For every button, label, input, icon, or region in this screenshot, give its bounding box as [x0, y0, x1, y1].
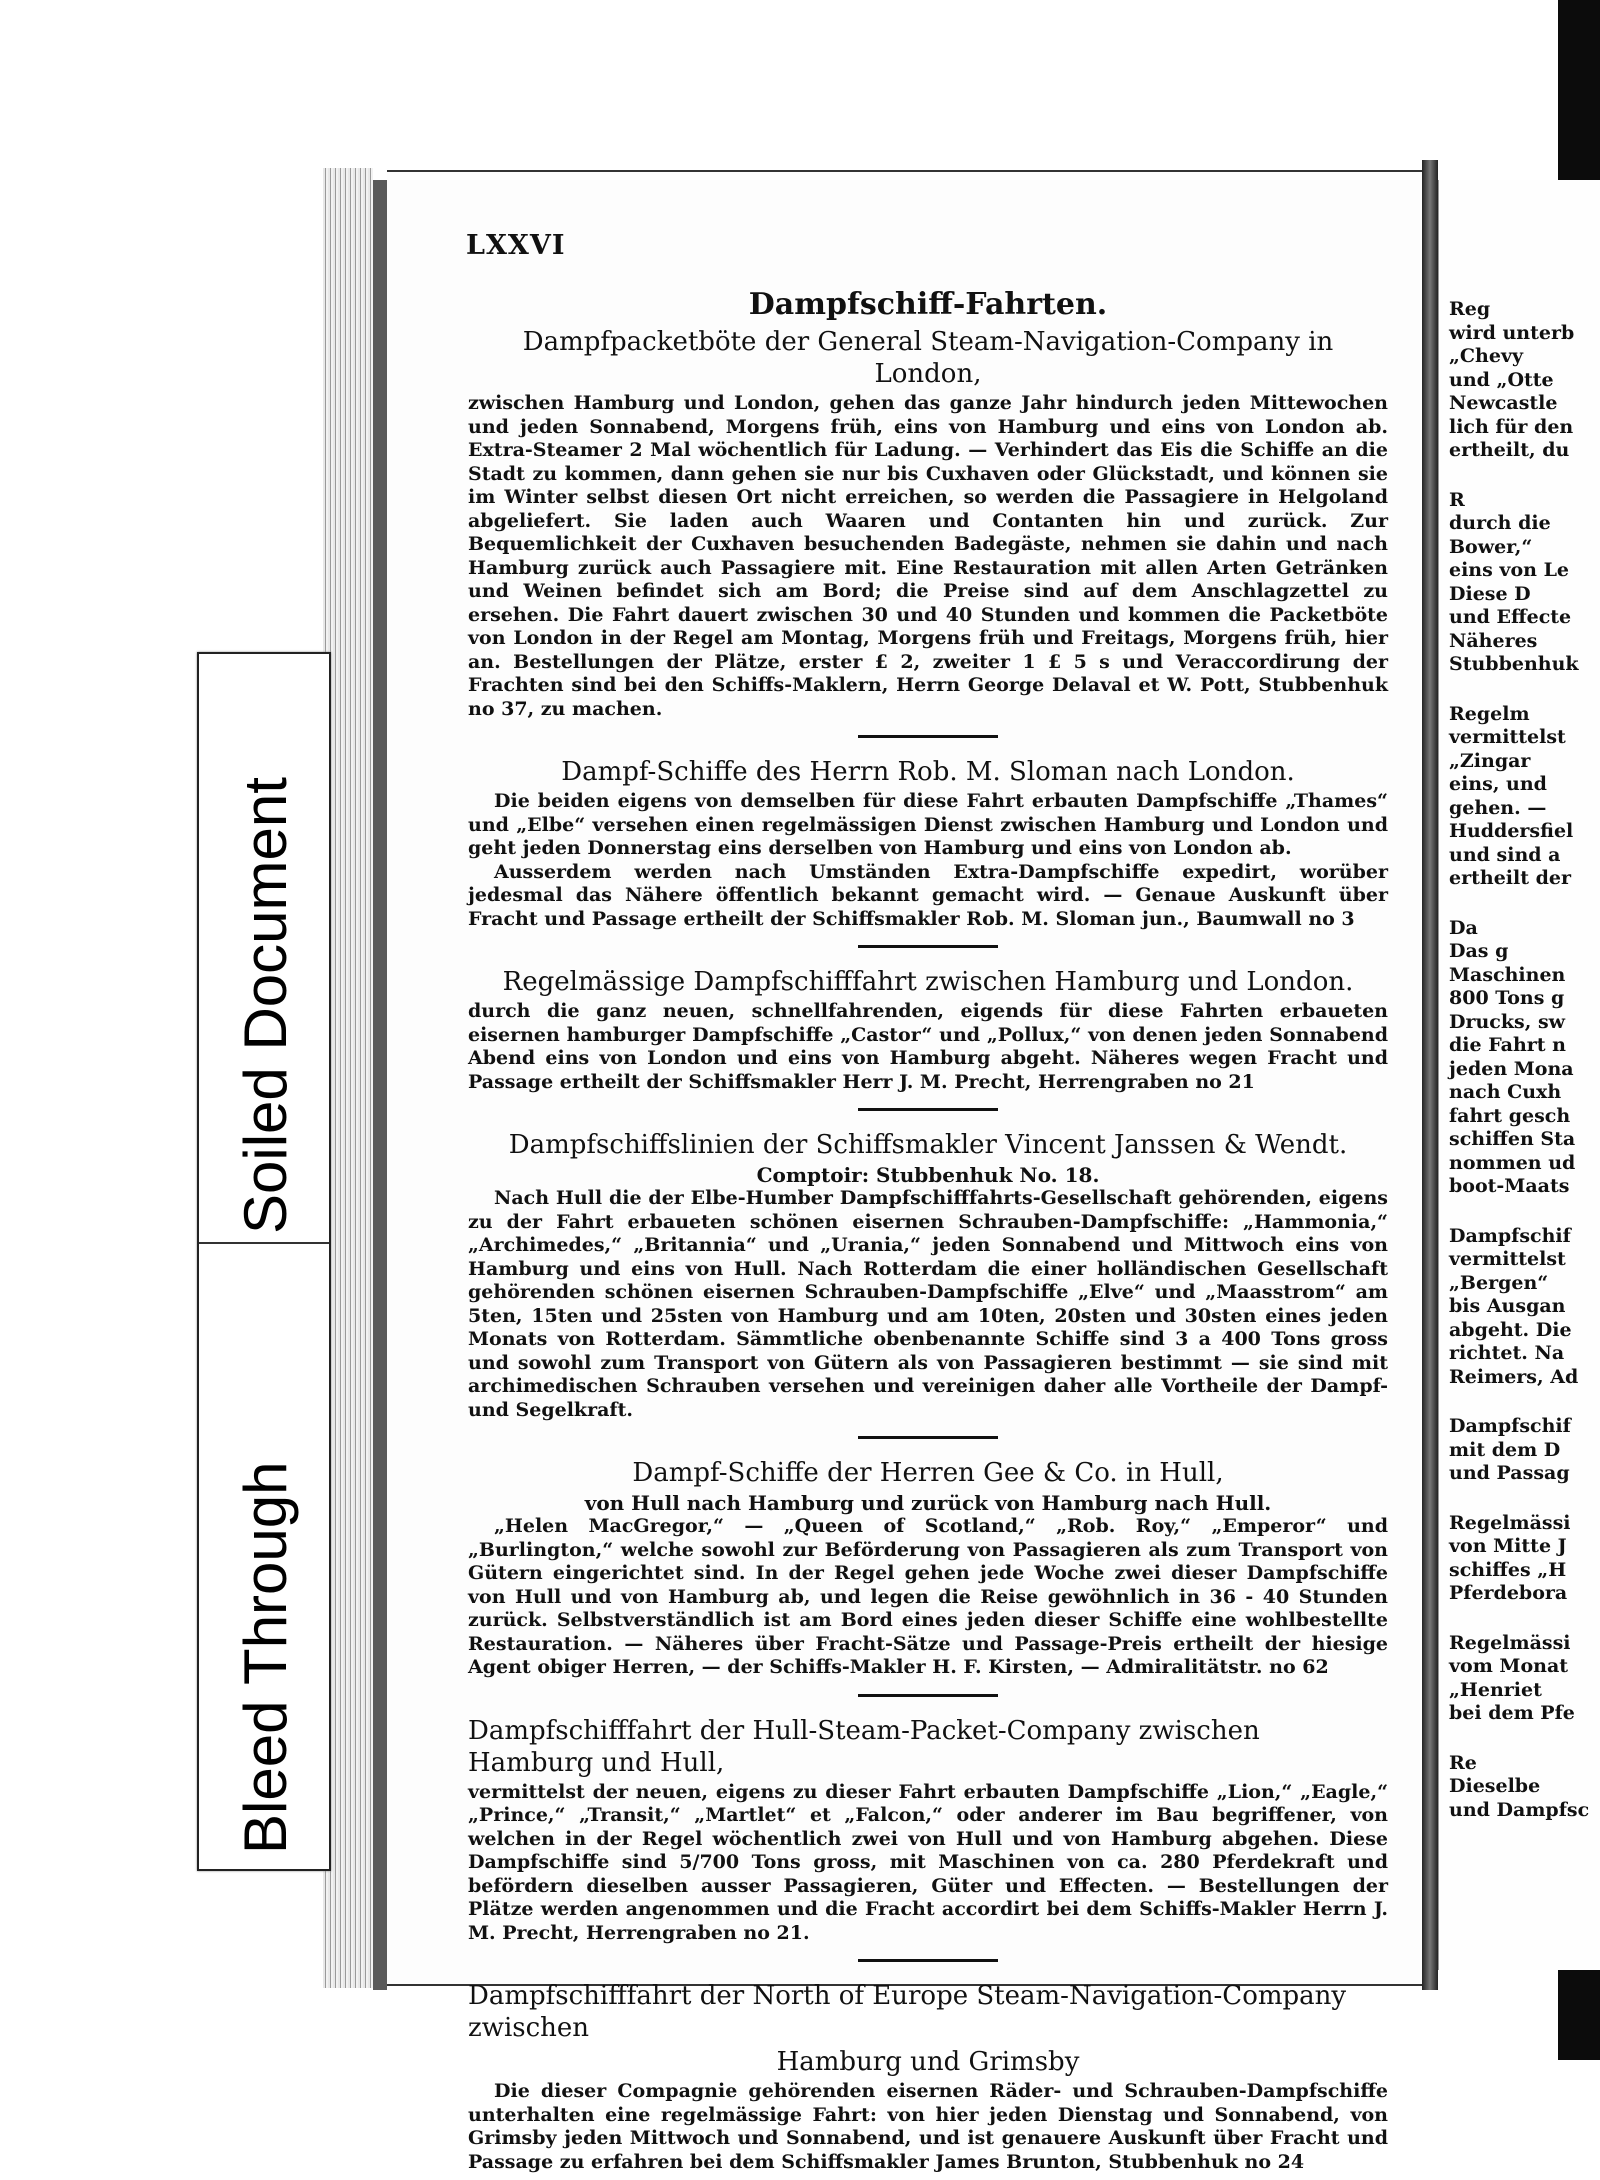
divider: [858, 945, 998, 948]
right-page-line: R: [1449, 488, 1465, 511]
right-page-line: Näheres: [1449, 629, 1538, 652]
right-page-line: Reimers, Ad: [1449, 1365, 1579, 1388]
right-page-line: Huddersfiel: [1449, 820, 1574, 842]
section-title: Regelmässige Dampfschifffahrt zwischen Hamburg und London.: [502, 967, 1354, 997]
right-page-line: fahrt gesch: [1449, 1104, 1571, 1127]
section-general-steam: [468, 326, 1388, 721]
section-title: Dampf-Schiffe des Herrn Rob. M. Sloman nach London.: [561, 757, 1295, 787]
section-text-2: Ausserdem werden nach Umständen Extra-Dampfschiffe expedirt, worüber jedesmal das Nähere öffentlich bekannt gemacht wird. — Genaue Auskunft über Fracht und Passage ertheilt der Schiffsmakler Rob. M. Sloman jun., Baumwall no 3: [468, 860, 1388, 930]
page-block-shadow: [373, 180, 387, 1990]
right-page-line: schiffes „H: [1449, 1558, 1567, 1581]
divider: [858, 1436, 998, 1439]
divider: [858, 735, 998, 738]
right-page-line: ertheilt, du: [1449, 439, 1570, 461]
right-page-line: Re: [1449, 1751, 1477, 1774]
section-sloman: [468, 756, 1388, 931]
right-page-line: lich für den: [1449, 415, 1574, 438]
page-title: Dampfschiff-Fahrten.: [748, 287, 1108, 322]
right-page-line: Regelmässi: [1449, 1631, 1571, 1654]
section-text: Die beiden eigens von demselben für diese Fahrt erbauten Dampfschiffe „Thames“ und „Elbe“ versehen einen regelmässigen Dienst zwischen Hamburg und London und geht jeden Donnerstag eins derselben von Hamburg und eins von London ab.: [468, 790, 1388, 859]
right-page-line: „Henriet: [1449, 1678, 1542, 1701]
right-page-line: Stubbenhuk: [1449, 653, 1579, 675]
right-page-line: Regelmässi: [1449, 1511, 1571, 1534]
right-page-line: und sind a: [1449, 843, 1561, 866]
right-page-line: bis Ausgan: [1449, 1295, 1566, 1317]
right-page-line: Dampfschif: [1449, 1415, 1571, 1437]
right-page-fragments: [1439, 180, 1600, 1822]
right-page-line: Regelm: [1449, 702, 1530, 725]
section-north-of-europe: [468, 1980, 1388, 2174]
book-gutter: [1422, 160, 1438, 1990]
right-page-line: und Effecte: [1449, 606, 1572, 628]
section-hull-steam-packet: [468, 1715, 1388, 1946]
binding-tab-top: [1558, 0, 1600, 190]
section-subtitle: Comptoir: Stubbenhuk No. 18.: [756, 1163, 1100, 1187]
right-page-line: ertheilt der: [1449, 867, 1571, 889]
right-page-line: „Zingar: [1449, 749, 1531, 772]
right-page-line: und Passag: [1449, 1462, 1570, 1484]
section-title: Dampfpacketböte der General Steam-Navigation-Company in London,: [522, 327, 1334, 389]
right-page-line: eins von Le: [1449, 559, 1570, 581]
section-text: durch die ganz neuen, schnellfahrenden, eigends für diese Fahrten erbaueten eisernen hamburger Dampfschiffe „Castor“ und „Pollux,“ von denen jeden Sonnabend Abend eins von London und eins von Hamburg abgeht. Näheres wegen Fracht und Passage ertheilt der Schiffsmakler Herr J. M. Precht, Herrengraben no 21: [468, 1000, 1388, 1093]
right-page-line: Dampfschif: [1449, 1224, 1571, 1247]
right-page-line: jeden Mona: [1449, 1057, 1574, 1080]
right-page-line: Drucks, sw: [1449, 1010, 1566, 1033]
section-title: Dampf-Schiffe der Herren Gee & Co. in Hull,: [632, 1458, 1224, 1488]
right-page-line: Das g: [1449, 940, 1509, 962]
right-page-line: vom Monat: [1449, 1655, 1569, 1677]
right-page-line: Reg: [1449, 298, 1491, 320]
divider: [858, 1959, 998, 1962]
section-title: Dampfschifffahrt der Hull-Steam-Packet-Company zwischen Hamburg und Hull,: [468, 1715, 1260, 1778]
section-text: Nach Hull die der Elbe-Humber Dampfschifffahrts-Gesellschaft gehörenden, eigens zu der Fahrt erbaueten schönen eisernen Schrauben-Dampfschiffe: „Hammonia,“ „Archimedes,“ „Britannia“ und „Urania,“ jeden Sonnabend und Mittwoch eins von Hamburg und eins von Hull. Nach Rotterdam die einer holländischen Gesellschaft gehörenden schönen eisernen Schrauben-Dampfschiffe „Elve“ und „Maasstrom“ am 5ten, 15ten und 25sten von Hamburg und am 10ten, 20sten und 30sten eines jeden Monats von Rotterdam. Sämmtliche obenbenannte Schiffe sind 3 a 400 Tons gross und sowohl zum Transport von Gütern als von Passagieren bestimmt — sie sind mit archimedischen Schrauben versehen und vereinigen daher alle Vortheile der Dampf- und Segelkraft.: [468, 1187, 1388, 1421]
right-page-line: nommen ud: [1449, 1151, 1576, 1174]
right-page-line: die Fahrt n: [1449, 1034, 1566, 1056]
right-page-line: boot-Maats: [1449, 1175, 1570, 1197]
section-title: Dampfschiffslinien der Schiffsmakler Vincent Janssen & Wendt.: [508, 1130, 1348, 1160]
right-page-line: Newcastle: [1449, 392, 1558, 414]
divider: [858, 1694, 998, 1697]
right-page-line: mit dem D: [1449, 1438, 1561, 1461]
page-number: LXXVI: [466, 230, 566, 261]
section-title: Dampfschifffahrt der North of Europe Steam-Navigation-Company zwischen: [468, 1981, 1347, 2043]
right-page-line: wird unterb: [1449, 321, 1575, 344]
sticker-label-soiled: Soiled Document: [232, 777, 299, 1234]
right-page-line: 800 Tons g: [1449, 987, 1565, 1009]
section-subtitle: Hamburg und Grimsby: [776, 2047, 1080, 2077]
document-condition-sticker: [197, 652, 331, 1871]
right-page-line: Maschinen: [1449, 963, 1566, 986]
right-page-line: und Dampfsc: [1449, 1798, 1590, 1821]
sticker-divider: [199, 1242, 329, 1244]
right-page: [1438, 180, 1600, 1970]
right-page-line: Pferdebora: [1449, 1582, 1568, 1604]
right-page-line: richtet. Na: [1449, 1342, 1565, 1364]
right-page-line: eins, und: [1449, 773, 1547, 795]
section-text: zwischen Hamburg und London, gehen das ganze Jahr hindurch jeden Mittewochen und jeden Sonnabend, Morgens früh, eins von Hamburg und eins von London ab. Extra-Steamer 2 Mal wöchentlich für Ladung. — Verhindert das Eis die Schiffe an die Stadt zu kommen, dann gehen sie nur bis Cuxhaven oder Glückstadt, und können sie im Winter selbst diesen Ort nicht erreichen, so werden die Passagiere in Helgoland abgeliefert. Sie laden auch Waaren und Contanten hin und zurück. Zur Bequemlichkeit der Cuxhaven besuchenden Badegäste, nehmen sie dahin und nach Hamburg zurück auch Passagiere mit. Eine Restauration mit allen Arten Getränken und Weinen befindet sich am Bord; die Preise sind auf dem Anschlagzettel zu ersehen. Die Fahrt dauert zwischen 30 und 40 Stunden und kommen die Packetböte von London in der Regel am Montag, Morgens früh und Freitags, Morgens früh, hier an. Bestellungen der Plätze, erster £ 2, zweiter 1 £ 5 s und Veraccordirung der Frachten sind bei den Schiffs-Maklern, Herrn George Delaval et W. Pott, Stubbenhuk no 37, zu machen.: [468, 392, 1388, 720]
right-page-line: Da: [1449, 916, 1478, 939]
right-page-line: nach Cuxh: [1449, 1081, 1562, 1103]
right-page-line: „Bergen“: [1449, 1271, 1549, 1294]
right-page-line: Bower,“: [1449, 535, 1533, 558]
right-page-line: gehen. —: [1449, 796, 1547, 819]
right-page-line: „Chevy: [1449, 345, 1524, 367]
section-castor-pollux: [468, 966, 1388, 1094]
page-content: [468, 280, 1388, 2180]
right-page-line: Diese D: [1449, 582, 1531, 605]
right-page-line: schiffen Sta: [1449, 1128, 1576, 1150]
section-text: „Helen MacGregor,“ — „Queen of Scotland,“ „Rob. Roy,“ „Emperor“ und „Burlington,“ welche sowohl zur Beförderung von Passagieren als zum Transport von Gütern eingerichtet sind. In der Regel gehen jede Woche zwei dieser Dampfschiffe von Hull und von Hamburg ab, und legen die Reise gewöhnlich in 36 - 40 Stunden zurück. Selbstverständlich ist am Bord eines jeden dieser Schiffe eine wohlbestellte Restauration. — Näheres über Fracht-Sätze und Passage-Preis ertheilt der hiesige Agent obiger Herren, — der Schiffs-Makler H. F. Kirsten, — Admiralitätstr. no 62: [468, 1515, 1388, 1678]
right-page-line: von Mitte J: [1449, 1535, 1567, 1557]
section-gee-co: [468, 1457, 1388, 1680]
section-text: vermittelst der neuen, eigens zu dieser Fahrt erbauten Dampfschiffe „Lion,“ „Eagle,“ „Prince,“ „Transit,“ „Martlet“ et „Falcon,“ oder anderer im Bau begriffener, von welchen in der Regel wöchentlich zwei von Hull und von Hamburg abgehen. Diese Dampfschiffe sind 5/700 Tons gross, mit Maschinen von ca. 280 Pferdekraft und befördern dieselben ausser Passagieren, Güter und Effecten. — Bestellungen der Plätze werden angenommen und die Fracht accordirt bei dem Schiffs-Makler Herrn J. M. Precht, Herrengraben no 21.: [468, 1780, 1388, 1944]
section-janssen-wendt: [468, 1129, 1388, 1422]
right-page-line: bei dem Pfe: [1449, 1702, 1575, 1724]
right-page-line: durch die: [1449, 512, 1551, 534]
right-page-line: und „Otte: [1449, 368, 1554, 391]
right-page-line: abgeht. Die: [1449, 1318, 1572, 1341]
sticker-label-bleed: Bleed Through: [232, 1461, 299, 1854]
divider: [858, 1108, 998, 1111]
right-page-line: vermittelst: [1449, 726, 1566, 748]
right-page-line: vermittelst: [1449, 1248, 1566, 1270]
right-page-line: Dieselbe: [1449, 1775, 1541, 1797]
section-text: Die dieser Compagnie gehörenden eisernen Räder- und Schrauben-Dampfschiffe unterhalten eine regelmässige Fahrt: von hier jeden Dienstag und Sonnabend, von Grimsby jeden Mittwoch und Sonnabend, und ist genauere Auskunft über Fracht und Passage zu erfahren bei dem Schiffsmakler James Brunton, Stubbenhuk no 24: [468, 2080, 1388, 2173]
section-subtitle: von Hull nach Hamburg und zurück von Hamburg nach Hull.: [584, 1491, 1272, 1515]
